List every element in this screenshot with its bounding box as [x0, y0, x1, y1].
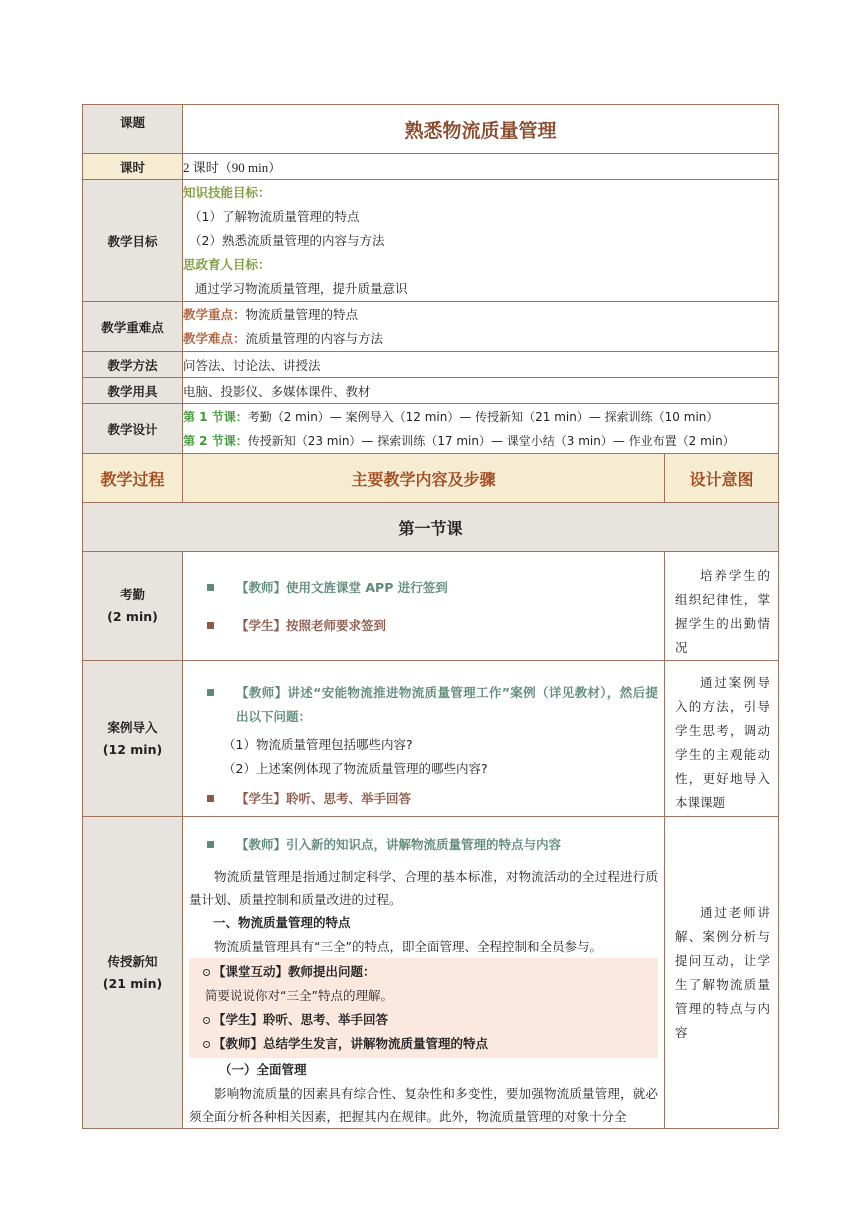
phase-name: 传授新知 [107, 953, 158, 969]
method-row [83, 352, 779, 378]
focus-value: 物流质量管理的特点 [245, 306, 359, 322]
circle-bullet-icon [203, 1041, 210, 1048]
phase-time: (21 min) [102, 975, 163, 991]
interaction-title: 【课堂互动】教师提出问题： [213, 964, 376, 979]
subsection-heading: （一）全面管理 [219, 1062, 307, 1077]
ideology-goal-title: 思政育人目标： [183, 256, 271, 272]
design-row [83, 404, 779, 454]
goals-row [83, 180, 779, 302]
tools-label: 教学用具 [83, 378, 183, 404]
attendance-phase [83, 552, 183, 661]
circle-bullet-icon [203, 1017, 210, 1024]
square-bullet-icon [207, 689, 214, 696]
phase-time: (2 min) [107, 609, 158, 624]
question-item: （2）上述案例体现了物流质量管理的哪些内容? [223, 761, 488, 776]
knowledge-goal-item: （2）熟悉流质量管理的内容与方法 [189, 232, 385, 248]
case-content [183, 661, 665, 817]
goals-content [183, 180, 779, 302]
square-bullet-icon [207, 622, 214, 629]
tools-row [83, 378, 779, 404]
focus-label: 教学重点： [183, 306, 246, 322]
content-col-header: 主要教学内容及步骤 [183, 454, 665, 503]
lesson1-label: 第 1 节课： [183, 409, 248, 424]
student-step: 【学生】按照老师要求签到 [236, 618, 387, 633]
difficulty-value: 流质量管理的内容与方法 [245, 330, 384, 346]
tools-value: 电脑、投影仪、多媒体课件、教材 [183, 378, 779, 404]
square-bullet-icon [207, 841, 214, 848]
topic-label: 课题 [83, 105, 183, 154]
process-col-header: 教学过程 [83, 454, 183, 503]
section-title: 第一节课 [83, 503, 779, 552]
question-item: （1）物流质量管理包括哪些内容? [223, 737, 413, 752]
attendance-row [83, 552, 779, 661]
goals-label: 教学目标 [83, 180, 183, 302]
interaction-box [189, 958, 658, 1058]
key-label: 教学重难点 [83, 302, 183, 352]
method-label: 教学方法 [83, 352, 183, 378]
management-paragraph: 影响物流质量的因素具有综合性、复杂性和多变性，要加强物流质量管理，就必须全面分析各种相关因素，把握其内在规律。此外，物流质量管理的对象十分全 [189, 1086, 658, 1124]
case-intent: 通过案例导入的方法，引导学生思考，调动学生的主观能动性，更好地导入本课课题 [665, 661, 779, 817]
teacher-step: 【教师】引入新的知识点，讲解物流质量管理的特点与内容 [236, 837, 562, 852]
square-bullet-icon [207, 795, 214, 802]
teach-intent: 通过老师讲解、案例分析与提问互动，让学生了解物流质量管理的特点与内容 [665, 817, 779, 1129]
design-content [183, 404, 779, 454]
case-row [83, 661, 779, 817]
section-row [83, 503, 779, 552]
phase-name: 案例导入 [107, 719, 158, 735]
lesson-plan-table [82, 104, 779, 1129]
hours-label: 课时 [83, 154, 183, 180]
difficulty-label: 教学难点： [183, 330, 246, 346]
feature-paragraph: 物流质量管理具有“三全”的特点，即全面管理、全程控制和全员参与。 [214, 939, 602, 954]
case-phase [83, 661, 183, 817]
key-content [183, 302, 779, 352]
teach-row [83, 817, 779, 1129]
phase-name: 考勤 [119, 587, 145, 602]
circle-bullet-icon [203, 969, 210, 976]
method-value: 问答法、讨论法、讲授法 [183, 352, 779, 378]
process-header-row [83, 454, 779, 503]
interaction-teacher: 【教师】总结学生发言，讲解物流质量管理的特点 [213, 1036, 489, 1051]
hours-row [83, 154, 779, 180]
design-label: 教学设计 [83, 404, 183, 454]
teacher-step: 【教师】使用文旌课堂 APP 进行签到 [236, 580, 448, 595]
phase-time: (12 min) [102, 741, 163, 757]
section-heading: 一、物流质量管理的特点 [213, 915, 351, 930]
lesson1-value: 考勤（2 min）— 案例导入（12 min）— 传授新知（21 min）— 探索训练（10 min） [247, 409, 719, 424]
intent-col-header: 设计意图 [665, 454, 779, 503]
topic-row [83, 105, 779, 154]
page-title: 熟悉物流质量管理 [183, 105, 779, 154]
knowledge-goal-item: （1）了解物流质量管理的特点 [189, 208, 360, 224]
lesson2-label: 第 2 节课： [183, 433, 248, 448]
knowledge-goal-title: 知识技能目标： [183, 184, 271, 200]
attendance-content [183, 552, 665, 661]
square-bullet-icon [207, 584, 214, 591]
lesson2-value: 传授新知（23 min）— 探索训练（17 min）— 课堂小结（3 min）— 作业布置（2 min） [247, 433, 735, 448]
key-row [83, 302, 779, 352]
teach-phase [83, 817, 183, 1129]
student-step: 【学生】聆听、思考、举手回答 [236, 791, 412, 806]
ideology-goal-item: 通过学习物流质量管理，提升质量意识 [195, 280, 408, 296]
interaction-student: 【学生】聆听、思考、举手回答 [213, 1012, 389, 1027]
teach-content [183, 817, 665, 1129]
definition-paragraph: 物流质量管理是指通过制定科学、合理的基本标准，对物流活动的全过程进行质量计划、质量控制和质量改进的过程。 [189, 869, 658, 907]
attendance-intent: 培养学生的组织纪律性，掌握学生的出勤情况 [665, 552, 779, 661]
teacher-step: 【教师】讲述“安能物流推进物流质量管理工作”案例（详见教材），然后提出以下问题： [236, 685, 658, 724]
interaction-question: 简要说说你对“三全”特点的理解。 [205, 988, 393, 1003]
hours-value: 2 课时（90 min） [183, 154, 779, 180]
